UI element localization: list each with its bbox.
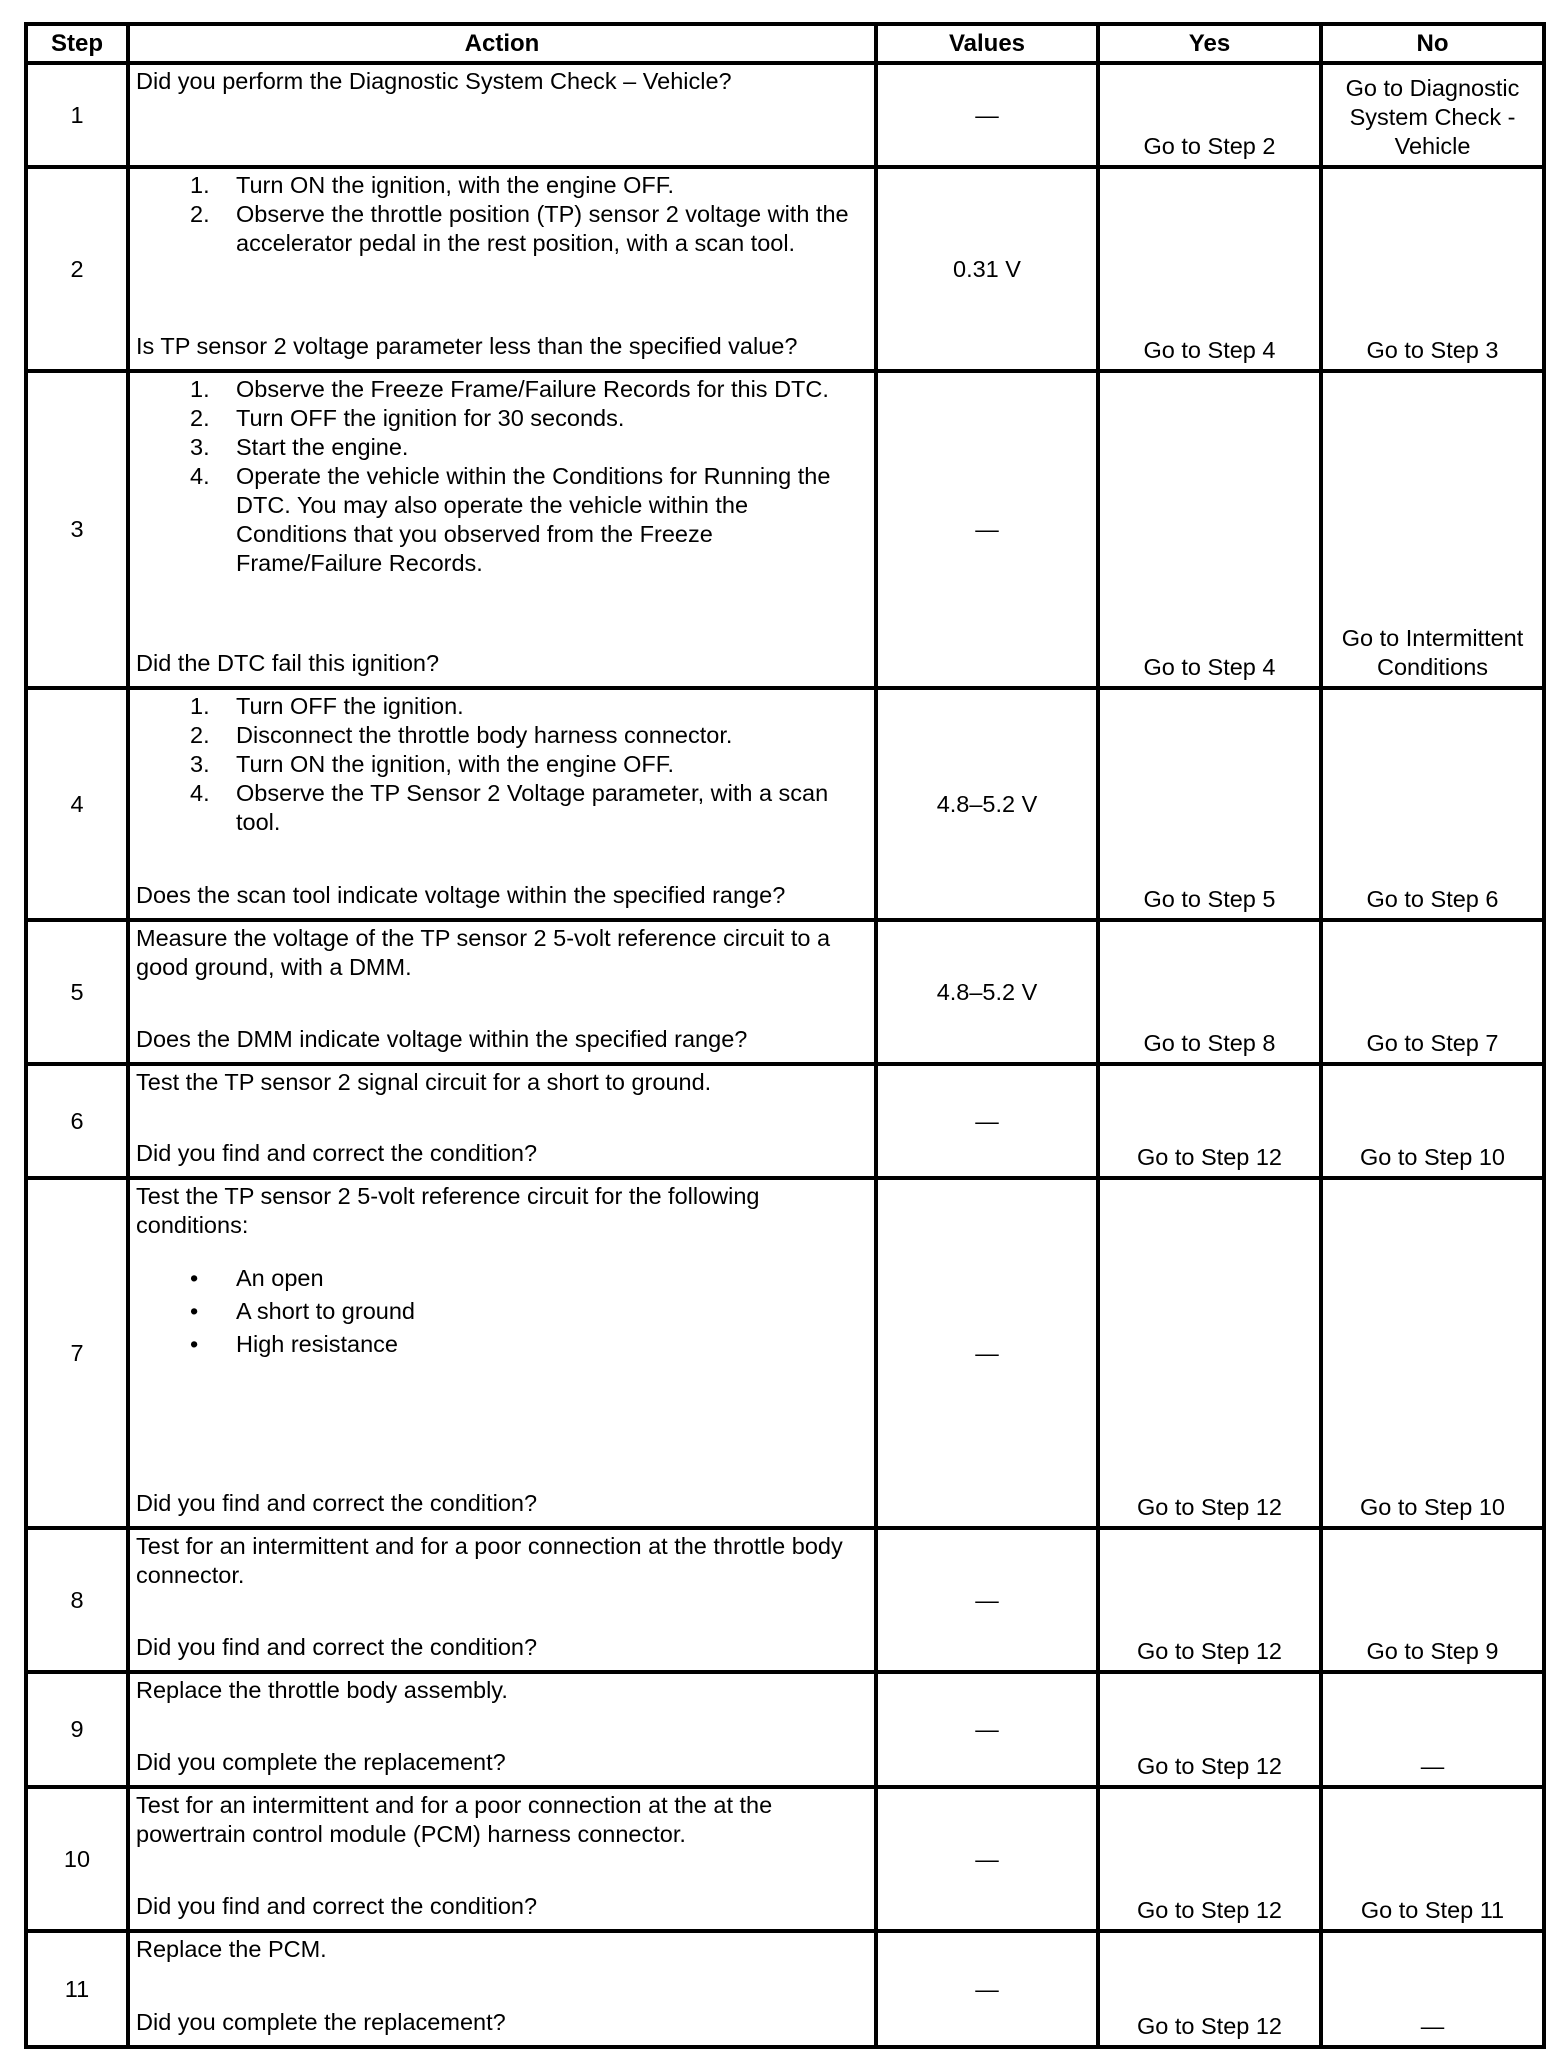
table-row bbox=[26, 920, 1544, 1064]
step-index: 3. bbox=[190, 751, 210, 777]
step-index: 1. bbox=[190, 172, 210, 198]
action-content bbox=[130, 1066, 874, 1172]
step-number: 1 bbox=[26, 63, 128, 167]
action-cell bbox=[128, 63, 876, 167]
step-index: 2. bbox=[190, 201, 210, 227]
step-number: 4 bbox=[26, 688, 128, 920]
step-text: Observe the Freeze Frame/Failure Records for this DTC. bbox=[236, 376, 829, 402]
action-intro: Measure the voltage of the TP sensor 2 5-volt reference circuit to a good ground, with a DMM. bbox=[136, 925, 837, 980]
no-action: Go to Intermittent Conditions bbox=[1341, 625, 1524, 680]
action-question: Does the scan tool indicate voltage within the specified range? bbox=[136, 882, 786, 908]
action-intro: Replace the throttle body assembly. bbox=[136, 1677, 508, 1703]
no-action: Go to Diagnostic System Check - Vehicle bbox=[1345, 75, 1520, 159]
action-cell bbox=[128, 1787, 876, 1931]
table-row bbox=[26, 371, 1544, 688]
action-question: Did you find and correct the condition? bbox=[136, 1634, 538, 1660]
step-index: 1. bbox=[190, 693, 210, 719]
no-cell bbox=[1321, 1787, 1544, 1931]
condition-text: A short to ground bbox=[236, 1298, 415, 1324]
no-action: Go to Step 7 bbox=[1366, 1030, 1499, 1056]
action-question: Did you complete the replacement? bbox=[136, 1749, 506, 1775]
step-index: 2. bbox=[190, 405, 210, 431]
table-row bbox=[26, 1787, 1544, 1931]
action-question: Did you complete the replacement? bbox=[136, 2009, 506, 2035]
table-row bbox=[26, 63, 1544, 167]
step-text: Disconnect the throttle body harness connector. bbox=[236, 722, 733, 748]
action-cell bbox=[128, 167, 876, 371]
step-text: Turn OFF the ignition. bbox=[236, 693, 464, 719]
yes-action: Go to Step 12 bbox=[1136, 1144, 1283, 1170]
numbered-step bbox=[190, 779, 864, 837]
numbered-step bbox=[190, 433, 864, 462]
no-action: Go to Step 3 bbox=[1366, 337, 1499, 363]
yes-cell bbox=[1098, 1672, 1321, 1787]
value-cell: 4.8–5.2 V bbox=[876, 688, 1098, 920]
no-cell bbox=[1321, 1528, 1544, 1672]
table-row bbox=[26, 1931, 1544, 2047]
value-cell: — bbox=[876, 1787, 1098, 1931]
condition-item bbox=[190, 1262, 864, 1295]
numbered-steps bbox=[136, 375, 864, 578]
yes-action: Go to Step 5 bbox=[1143, 886, 1276, 912]
numbered-step bbox=[190, 171, 864, 200]
table-row bbox=[26, 1064, 1544, 1178]
step-number: 3 bbox=[26, 371, 128, 688]
yes-cell bbox=[1098, 1178, 1321, 1528]
value-cell: — bbox=[876, 371, 1098, 688]
condition-text: An open bbox=[236, 1265, 324, 1291]
yes-cell bbox=[1098, 1787, 1321, 1931]
table-row bbox=[26, 1672, 1544, 1787]
yes-action: Go to Step 12 bbox=[1136, 1753, 1283, 1779]
step-text: Observe the TP Sensor 2 Voltage parameter, with a scan tool. bbox=[236, 780, 829, 835]
action-cell bbox=[128, 688, 876, 920]
numbered-step bbox=[190, 462, 864, 578]
no-action: Go to Step 11 bbox=[1360, 1897, 1505, 1923]
yes-cell bbox=[1098, 920, 1321, 1064]
header-yes: Yes bbox=[1098, 24, 1321, 63]
action-cell bbox=[128, 920, 876, 1064]
no-action: Go to Step 10 bbox=[1359, 1144, 1506, 1170]
value-cell: 4.8–5.2 V bbox=[876, 920, 1098, 1064]
action-intro: Test the TP sensor 2 5-volt reference circuit for the following conditions: bbox=[136, 1183, 767, 1238]
yes-cell bbox=[1098, 1064, 1321, 1178]
header-action: Action bbox=[128, 24, 876, 63]
condition-list bbox=[136, 1262, 864, 1361]
step-number: 11 bbox=[26, 1931, 128, 2047]
numbered-steps bbox=[136, 692, 864, 837]
value-cell: — bbox=[876, 1931, 1098, 2047]
table-row bbox=[26, 167, 1544, 371]
header-row bbox=[26, 24, 1544, 63]
action-cell bbox=[128, 1672, 876, 1787]
no-cell bbox=[1321, 371, 1544, 688]
action-content bbox=[130, 1789, 874, 1925]
action-intro: Test for an intermittent and for a poor connection at the at the powertrain control module (PCM) harness connector. bbox=[136, 1792, 779, 1847]
no-cell bbox=[1321, 920, 1544, 1064]
action-intro: Did you perform the Diagnostic System Check – Vehicle? bbox=[136, 68, 732, 94]
action-intro: Replace the PCM. bbox=[136, 1936, 327, 1962]
step-number: 9 bbox=[26, 1672, 128, 1787]
action-cell bbox=[128, 1178, 876, 1528]
no-cell bbox=[1321, 1064, 1544, 1178]
yes-action: Go to Step 12 bbox=[1136, 2013, 1283, 2039]
action-intro: Test for an intermittent and for a poor connection at the throttle body connector. bbox=[136, 1533, 850, 1588]
yes-cell bbox=[1098, 1931, 1321, 2047]
action-intro: Test the TP sensor 2 signal circuit for a short to ground. bbox=[136, 1069, 712, 1095]
numbered-step bbox=[190, 721, 864, 750]
bullet-icon: • bbox=[190, 1265, 199, 1291]
header-step: Step bbox=[26, 24, 128, 63]
no-action: Go to Step 6 bbox=[1366, 886, 1499, 912]
yes-action: Go to Step 4 bbox=[1143, 337, 1276, 363]
value-cell: 0.31 V bbox=[876, 167, 1098, 371]
numbered-step bbox=[190, 200, 864, 258]
step-index: 3. bbox=[190, 434, 210, 460]
action-cell bbox=[128, 1931, 876, 2047]
action-content bbox=[130, 1933, 874, 2041]
numbered-step bbox=[190, 692, 864, 721]
table-row bbox=[26, 1528, 1544, 1672]
step-text: Turn ON the ignition, with the engine OFF. bbox=[236, 172, 675, 198]
value-cell: — bbox=[876, 1178, 1098, 1528]
action-content bbox=[130, 1674, 874, 1781]
numbered-steps bbox=[136, 171, 864, 258]
step-number: 2 bbox=[26, 167, 128, 371]
step-index: 4. bbox=[190, 463, 210, 489]
yes-action: Go to Step 12 bbox=[1136, 1638, 1283, 1664]
header-values: Values bbox=[876, 24, 1098, 63]
action-content bbox=[130, 1180, 874, 1522]
action-content bbox=[130, 373, 874, 682]
step-number: 6 bbox=[26, 1064, 128, 1178]
value-cell: — bbox=[876, 1672, 1098, 1787]
no-action: Go to Step 10 bbox=[1359, 1494, 1506, 1520]
step-number: 8 bbox=[26, 1528, 128, 1672]
yes-cell bbox=[1098, 1528, 1321, 1672]
yes-action: Go to Step 12 bbox=[1136, 1494, 1283, 1520]
step-index: 4. bbox=[190, 780, 210, 806]
step-number: 5 bbox=[26, 920, 128, 1064]
action-content bbox=[130, 65, 874, 161]
step-text: Start the engine. bbox=[236, 434, 409, 460]
yes-action: Go to Step 12 bbox=[1136, 1897, 1283, 1923]
action-question: Did you find and correct the condition? bbox=[136, 1490, 538, 1516]
value-cell: — bbox=[876, 1528, 1098, 1672]
yes-action: Go to Step 4 bbox=[1143, 654, 1276, 680]
step-text: Operate the vehicle within the Conditions for Running the DTC. You may also operate the vehicle within the Conditions that you observed from the Freeze Frame/Failure Records. bbox=[236, 463, 831, 576]
action-cell bbox=[128, 371, 876, 688]
condition-item bbox=[190, 1295, 864, 1328]
header-no: No bbox=[1321, 24, 1544, 63]
condition-item bbox=[190, 1328, 864, 1361]
no-cell bbox=[1321, 1178, 1544, 1528]
action-question: Did you find and correct the condition? bbox=[136, 1893, 538, 1919]
yes-cell bbox=[1098, 688, 1321, 920]
step-text: Turn ON the ignition, with the engine OFF. bbox=[236, 751, 675, 777]
no-cell bbox=[1321, 167, 1544, 371]
action-content bbox=[130, 690, 874, 914]
step-index: 2. bbox=[190, 722, 210, 748]
condition-text: High resistance bbox=[236, 1331, 398, 1357]
step-number: 10 bbox=[26, 1787, 128, 1931]
numbered-step bbox=[190, 375, 864, 404]
table-row bbox=[26, 688, 1544, 920]
step-index: 1. bbox=[190, 376, 210, 402]
no-action: — bbox=[1420, 1753, 1445, 1779]
bullet-icon: • bbox=[190, 1298, 199, 1324]
yes-cell bbox=[1098, 167, 1321, 371]
yes-cell bbox=[1098, 371, 1321, 688]
action-question: Did you find and correct the condition? bbox=[136, 1140, 538, 1166]
diagnostic-table bbox=[24, 22, 1546, 2049]
no-action: Go to Step 9 bbox=[1366, 1638, 1499, 1664]
no-action: — bbox=[1420, 2013, 1445, 2039]
step-text: Observe the throttle position (TP) sensor 2 voltage with the accelerator pedal in the rest position, with a scan tool. bbox=[236, 201, 849, 256]
yes-action: Go to Step 8 bbox=[1143, 1030, 1276, 1056]
numbered-step bbox=[190, 750, 864, 779]
action-content bbox=[130, 1530, 874, 1666]
action-cell bbox=[128, 1528, 876, 1672]
action-question: Did the DTC fail this ignition? bbox=[136, 650, 440, 676]
action-cell bbox=[128, 1064, 876, 1178]
value-cell: — bbox=[876, 63, 1098, 167]
no-cell bbox=[1321, 688, 1544, 920]
step-number: 7 bbox=[26, 1178, 128, 1528]
action-content bbox=[130, 169, 874, 365]
table-row bbox=[26, 1178, 1544, 1528]
value-cell: — bbox=[876, 1064, 1098, 1178]
step-text: Turn OFF the ignition for 30 seconds. bbox=[236, 405, 625, 431]
yes-cell bbox=[1098, 63, 1321, 167]
no-cell bbox=[1321, 1931, 1544, 2047]
bullet-icon: • bbox=[190, 1331, 199, 1357]
no-cell bbox=[1321, 63, 1544, 167]
action-question: Is TP sensor 2 voltage parameter less than the specified value? bbox=[136, 333, 798, 359]
no-cell bbox=[1321, 1672, 1544, 1787]
action-question: Does the DMM indicate voltage within the specified range? bbox=[136, 1026, 748, 1052]
yes-action: Go to Step 2 bbox=[1143, 133, 1276, 159]
action-content bbox=[130, 922, 874, 1058]
numbered-step bbox=[190, 404, 864, 433]
